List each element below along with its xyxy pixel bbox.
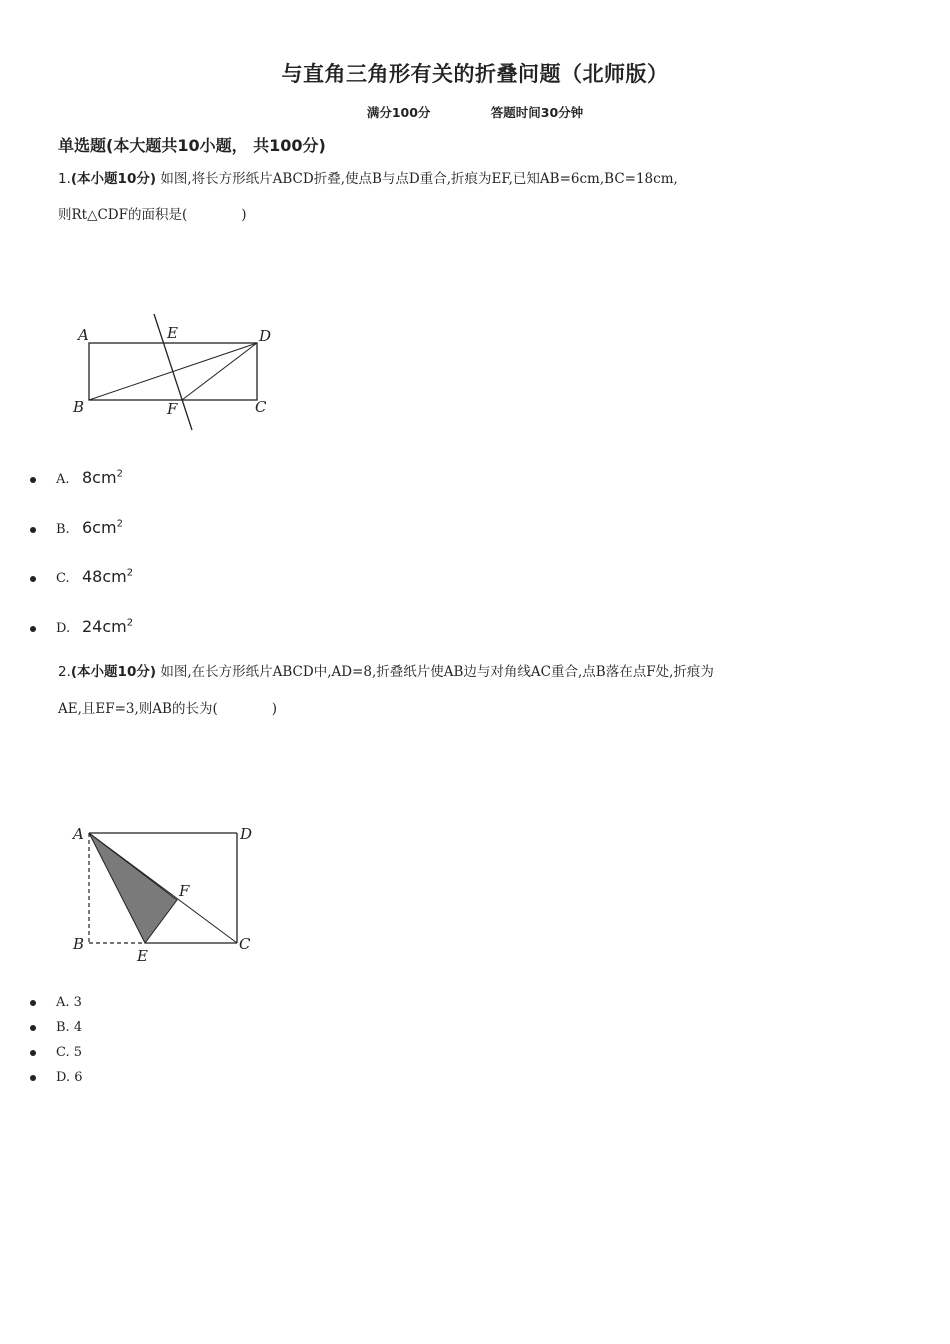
question-text: 如图,将长方形纸片ABCD折叠,使点B与点D重合,折痕为EF,已知AB=6cm,BC=18cm,	[160, 171, 678, 187]
label-a: A	[73, 825, 84, 843]
full-score: 满分100分	[366, 105, 431, 120]
question-text: 如图,在长方形纸片ABCD中,AD=8,折叠纸片使AB边与对角线AC重合,点B落在点F处,折痕为	[160, 664, 714, 680]
label-f: F	[167, 400, 178, 418]
bullet-icon	[30, 626, 36, 632]
question-2-figure	[65, 818, 265, 972]
option-a[interactable]: A. $8cm^2$	[30, 468, 123, 487]
segment-fd	[182, 343, 257, 400]
label-c: C	[255, 398, 267, 416]
section-heading: 单选题(本大题共10小题， 共100分)	[58, 136, 326, 155]
label-a: A	[78, 326, 89, 344]
option-value: $24cm^2$	[82, 617, 134, 636]
bullet-icon	[30, 1000, 36, 1006]
diagonal-ac	[89, 833, 237, 943]
option-b[interactable]: B. 4	[30, 1020, 82, 1035]
option-d[interactable]: D. 6	[30, 1070, 83, 1085]
label-b: B	[73, 935, 85, 953]
option-c[interactable]: C. 5	[30, 1045, 82, 1060]
bullet-icon	[30, 1075, 36, 1081]
rectangle-fold-diagram	[65, 308, 285, 438]
option-value: $48cm^2$	[82, 567, 134, 586]
option-value: $8cm^2$	[82, 468, 123, 487]
exam-meta	[0, 103, 950, 121]
label-f: F	[179, 882, 190, 900]
question-2-line-2: AE,且EF=3,则AB的长为( )	[58, 701, 278, 717]
bullet-icon	[30, 576, 36, 582]
label-e: E	[167, 324, 178, 342]
rectangle-fold-diagram	[65, 818, 265, 968]
question-points: (本小题10分)	[70, 171, 157, 187]
question-1-line-2: 则Rt△CDF的面积是( )	[58, 207, 247, 223]
question-1-figure	[65, 308, 285, 442]
option-b[interactable]: B. $6cm^2$	[30, 518, 123, 537]
label-d: D	[240, 825, 253, 843]
time-limit: 答题时间30分钟	[490, 105, 584, 120]
question-points: (本小题10分)	[70, 664, 157, 680]
label-c: C	[239, 935, 251, 953]
option-a[interactable]: A. 3	[30, 995, 82, 1010]
bullet-icon	[30, 1050, 36, 1056]
question-number: 2.	[58, 664, 71, 680]
question-1-line-1	[58, 169, 678, 189]
bullet-icon	[30, 477, 36, 483]
label-b: B	[73, 398, 85, 416]
bullet-icon	[30, 527, 36, 533]
option-d[interactable]: D. $24cm^2$	[30, 617, 133, 636]
option-value: $6cm^2$	[82, 518, 123, 537]
label-e: E	[137, 947, 148, 965]
label-d: D	[259, 327, 272, 345]
question-number: 1.	[58, 171, 71, 187]
document-title: 与直角三角形有关的折叠问题（北师版）	[281, 62, 669, 86]
question-2-line-1	[58, 662, 714, 682]
option-c[interactable]: C. $48cm^2$	[30, 567, 133, 586]
bullet-icon	[30, 1025, 36, 1031]
